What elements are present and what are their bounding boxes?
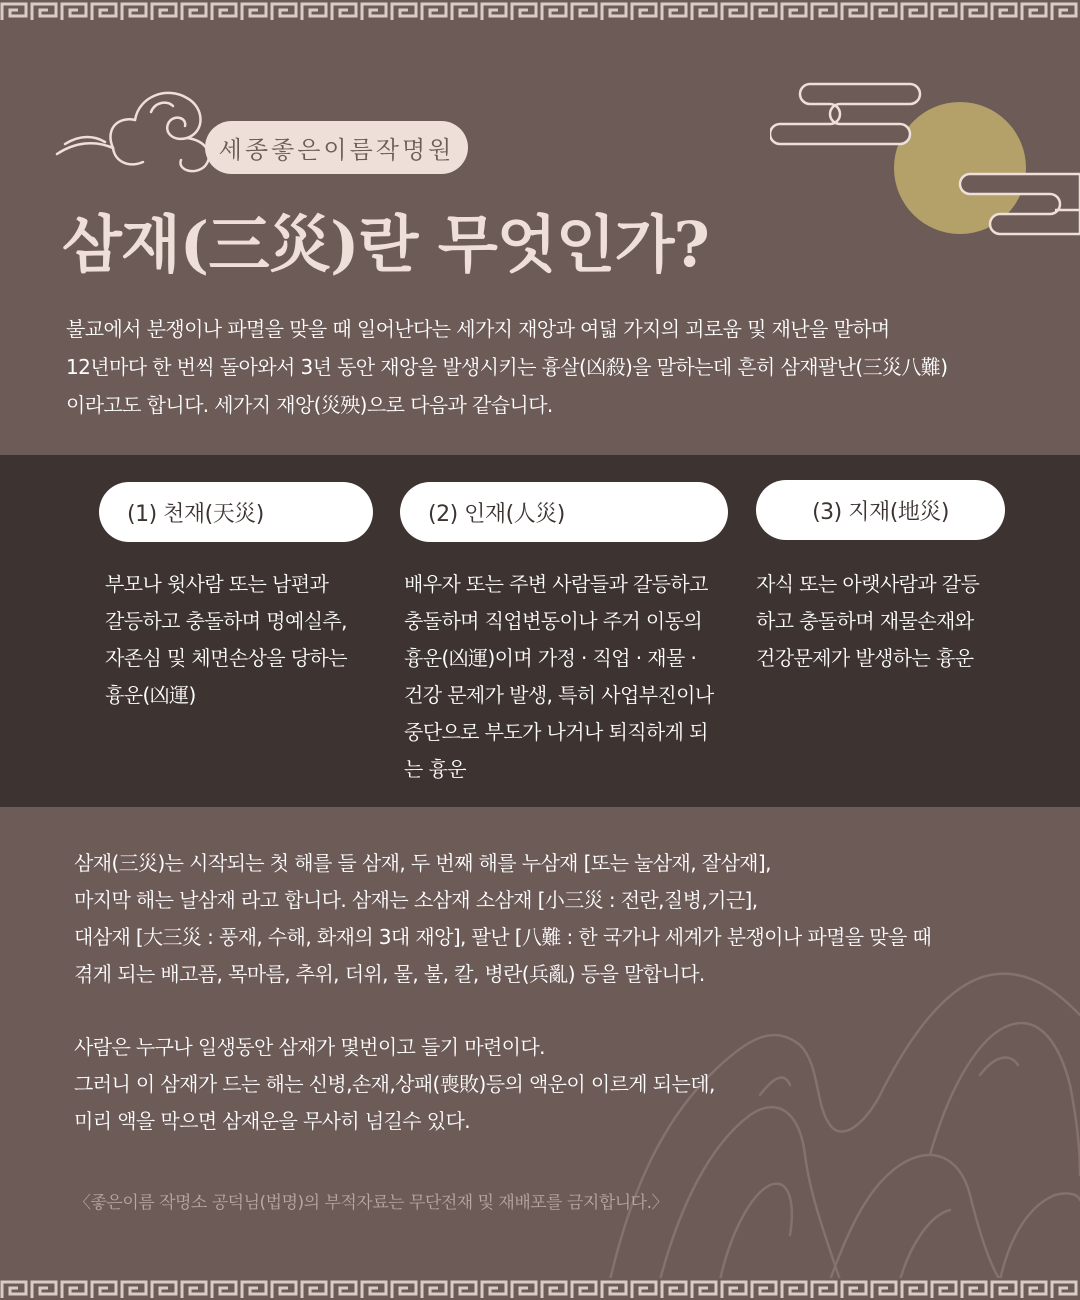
intro-line: 12년마다 한 번씩 돌아와서 3년 동안 재앙을 발생시키는 흉살(凶殺)을 말하는데 흔히 삼재팔난(三災八難) (66, 355, 948, 379)
disaster-column-earth (756, 480, 1005, 677)
bottom-border-pattern (0, 1278, 1080, 1300)
paragraph-line: 그러니 이 삼재가 드는 해는 신병,손재,상패(喪敗)등의 액운이 이르게 되는데, (74, 1072, 715, 1096)
moon-cloud-icon (770, 78, 1080, 238)
description-line: 건강 문제가 발생, 특히 사업부진이나 (404, 683, 714, 707)
paragraph-line: 마지막 해는 날삼재 라고 합니다. 삼재는 소삼재 소삼재 [小三災 : 전란,질병,기근], (74, 888, 758, 912)
description-line: 흉운(凶運) (105, 683, 196, 707)
description-line: 흉운(凶運)이며 가정 · 직업 · 재물 · (404, 646, 697, 670)
brand-badge: 세종좋은이름작명원 (205, 121, 468, 174)
description-line: 충돌하며 직업변동이나 주거 이동의 (404, 609, 703, 633)
disaster-heading-pill: (1) 천재(天災) (99, 482, 373, 542)
description-line: 자존심 및 체면손상을 당하는 (105, 646, 347, 670)
paragraph-line: 미리 액을 막으면 삼재운을 무사히 넘길수 있다. (74, 1109, 470, 1133)
paragraph-line: 삼재(三災)는 시작되는 첫 해를 들 삼재, 두 번째 해를 누삼재 [또는 눌삼재, 잘삼재], (74, 851, 771, 875)
paragraph-line: 대삼재 [大三災 : 풍재, 수해, 화재의 3대 재앙], 팔난 [八難 : 한 국가나 세계가 분쟁이나 파멸을 맞을 때 (74, 925, 932, 949)
description-line: 중단으로 부도가 나거나 퇴직하게 되 (404, 720, 708, 744)
paragraph-gap (74, 993, 974, 1029)
paragraph-line: 겪게 되는 배고픔, 목마름, 추위, 더위, 물, 불, 칼, 병란(兵亂) 등을 말합니다. (74, 962, 705, 986)
samjae-explanation (74, 845, 974, 1140)
top-border-pattern (0, 0, 1080, 22)
disaster-description (400, 566, 728, 788)
disaster-description (756, 566, 1005, 677)
intro-line: 이라고도 합니다. 세가지 재앙(災殃)으로 다음과 같습니다. (66, 393, 553, 417)
copyright-notice: 〈좋은이름 작명소 공덕님(법명)의 부적자료는 무단전재 및 재배포를 금지합니다.〉 (74, 1193, 668, 1213)
description-line: 는 흉운 (404, 757, 466, 781)
intro-paragraph (66, 310, 1056, 424)
description-line: 하고 충돌하며 재물손재와 (756, 609, 974, 633)
description-line: 배우자 또는 주변 사람들과 갈등하고 (404, 572, 708, 596)
description-line: 부모나 윗사람 또는 남편과 (105, 572, 329, 596)
description-line: 건강문제가 발생하는 흉운 (756, 646, 974, 670)
paragraph-line: 사람은 누구나 일생동안 삼재가 몇번이고 들기 마련이다. (74, 1035, 545, 1059)
disaster-column-heaven (99, 482, 373, 714)
cloud-ornament-icon (55, 82, 235, 182)
intro-line: 불교에서 분쟁이나 파멸을 맞을 때 일어난다는 세가지 재앙과 여덟 가지의 괴로움 및 재난을 말하며 (66, 317, 890, 341)
page-title: 삼재(三災)란 무엇인가? (62, 208, 709, 281)
disaster-heading-pill: (2) 인재(人災) (400, 482, 728, 542)
disaster-heading-pill: (3) 지재(地災) (756, 480, 1005, 540)
disaster-column-human (400, 482, 728, 788)
disaster-description (99, 566, 373, 714)
description-line: 자식 또는 아랫사람과 갈등 (756, 572, 980, 596)
description-line: 갈등하고 충돌하며 명예실추, (105, 609, 347, 633)
